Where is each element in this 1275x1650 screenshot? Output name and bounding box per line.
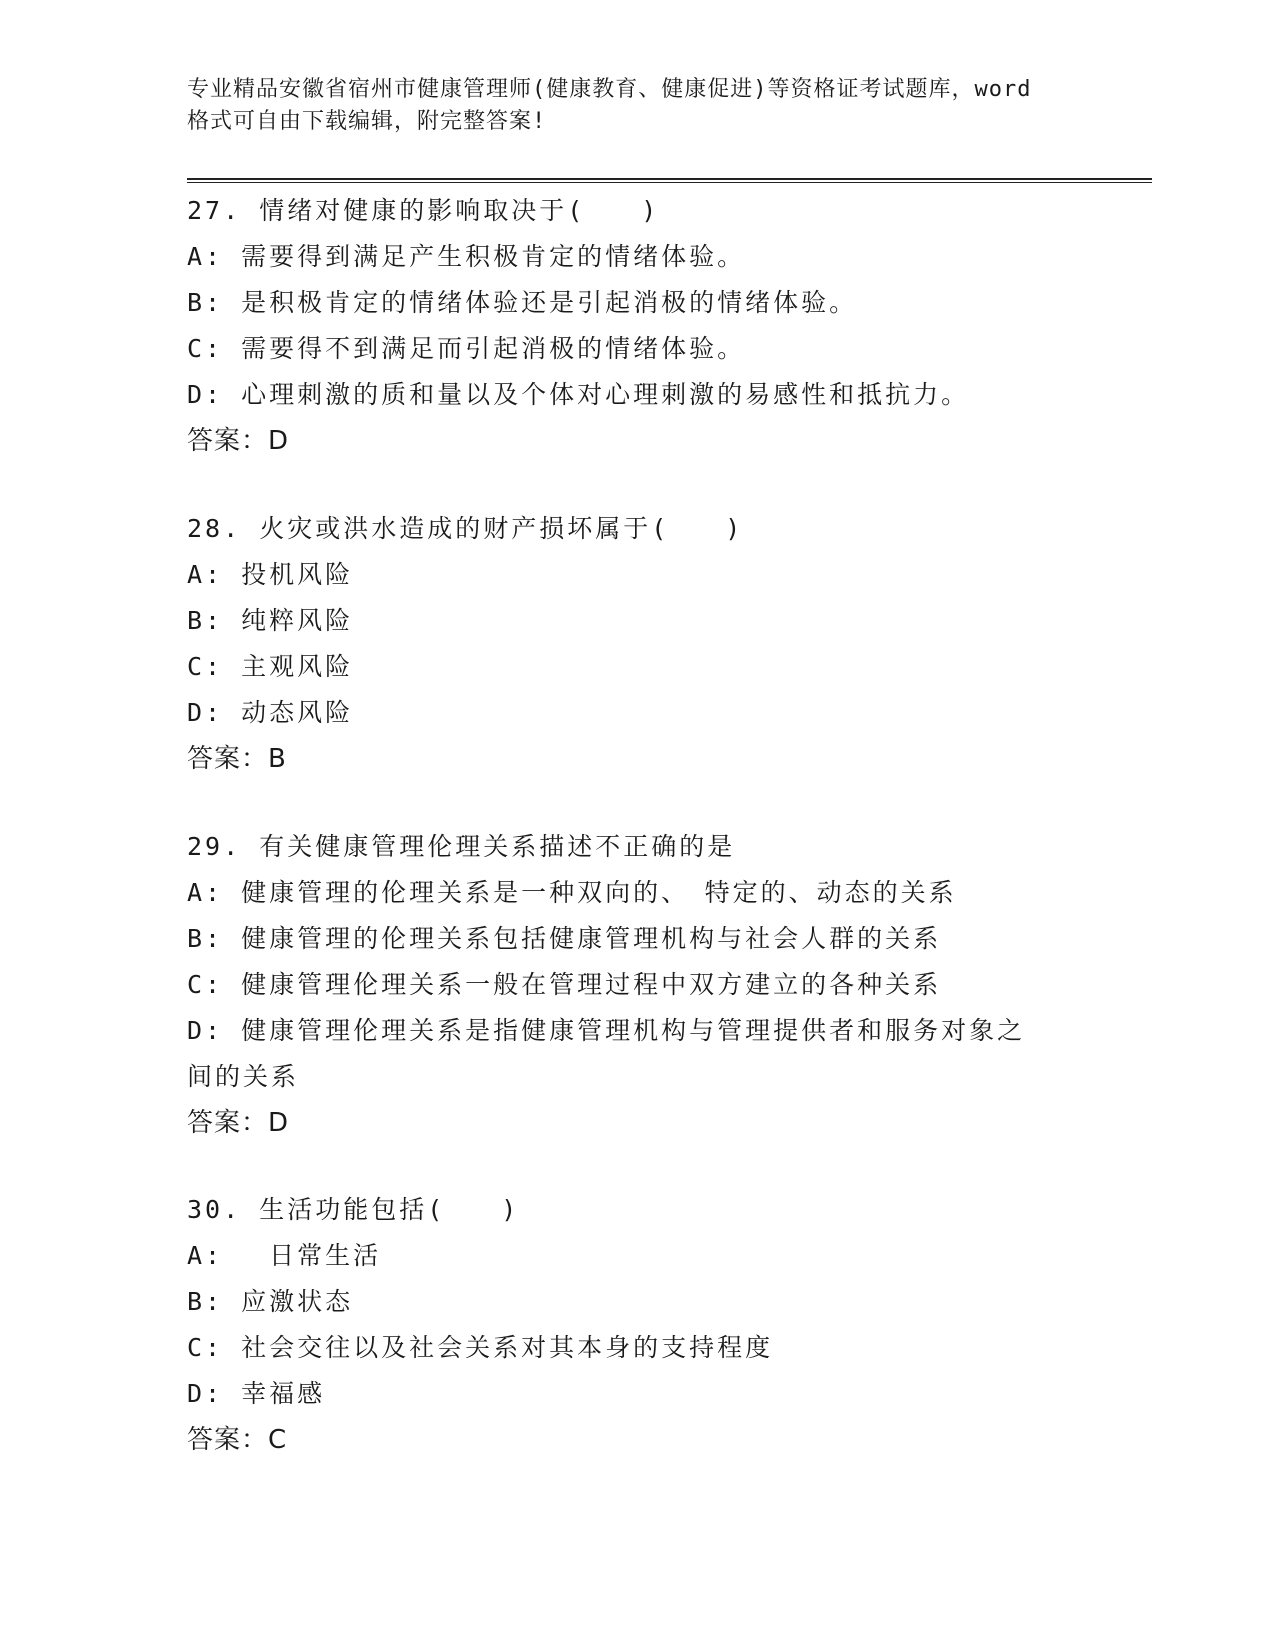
option-d: D: 心理刺激的质和量以及个体对心理刺激的易感性和抵抗力。 (187, 380, 970, 409)
answer-label: 答案：D (187, 1108, 290, 1138)
option-a: A: 需要得到满足产生积极肯定的情绪体验。 (187, 242, 746, 271)
question-stem: 30. 生活功能包括( ) (187, 1195, 520, 1224)
question-stem: 27. 情绪对健康的影响取决于( ) (187, 196, 660, 225)
option-b: B: 是积极肯定的情绪体验还是引起消极的情绪体验。 (187, 288, 858, 317)
option-c: C: 需要得不到满足而引起消极的情绪体验。 (187, 334, 746, 363)
answer-label: 答案：C (187, 1425, 288, 1455)
question-27 (187, 188, 1087, 464)
option-c: C: 主观风险 (187, 652, 354, 681)
option-a: A: 健康管理的伦理关系是一种双向的、 特定的、动态的关系 (187, 878, 957, 907)
option-b: B: 纯粹风险 (187, 606, 354, 635)
header-divider-thick (187, 178, 1152, 180)
option-b: B: 应激状态 (187, 1287, 354, 1316)
option-a: A: 日常生活 (187, 1241, 382, 1270)
question-28 (187, 506, 1087, 782)
option-d: D: 健康管理伦理关系是指健康管理机构与管理提供者和服务对象之间的关系 (187, 1016, 1026, 1091)
answer-label: 答案：B (187, 744, 287, 774)
question-29 (187, 824, 1087, 1146)
question-30 (187, 1187, 1087, 1463)
question-stem: 28. 火灾或洪水造成的财产损坏属于( ) (187, 514, 744, 543)
option-a: A: 投机风险 (187, 560, 354, 589)
header-divider-thin (187, 182, 1152, 183)
question-stem: 29. 有关健康管理伦理关系描述不正确的是 (187, 832, 736, 861)
header-line-2: 格式可自由下载编辑，附完整答案! (187, 109, 547, 134)
document-header (187, 74, 1087, 138)
option-c: C: 健康管理伦理关系一般在管理过程中双方建立的各种关系 (187, 970, 942, 999)
header-line-1: 专业精品安徽省宿州市健康管理师(健康教育、健康促进)等资格证考试题库，word (187, 77, 1032, 102)
answer-label: 答案：D (187, 426, 290, 456)
option-b: B: 健康管理的伦理关系包括健康管理机构与社会人群的关系 (187, 924, 942, 953)
option-d: D: 动态风险 (187, 698, 354, 727)
option-c: C: 社会交往以及社会关系对其本身的支持程度 (187, 1333, 774, 1362)
option-d: D: 幸福感 (187, 1379, 326, 1408)
